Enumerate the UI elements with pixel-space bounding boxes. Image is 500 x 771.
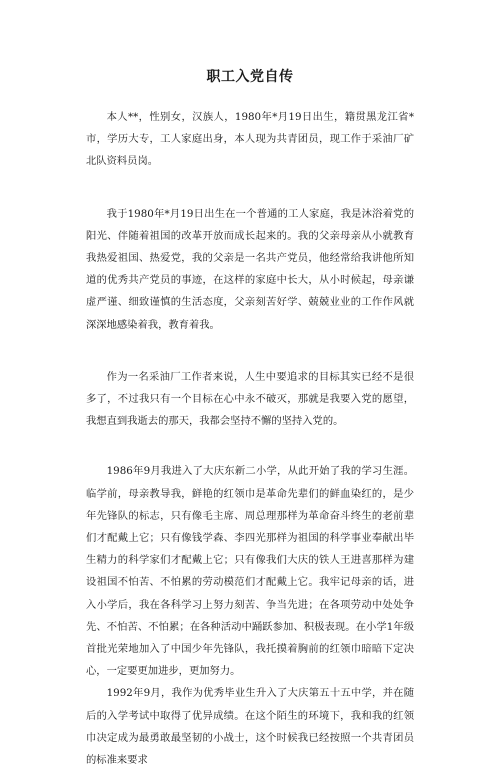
paragraph-family-background: 我于1980年*月19日出生在一个普通的工人家庭，我是沐浴着党的阳光、伴随着祖国的改革开放而成长起来的。我的父亲母亲从小就教育我热爱祖国、热爱党，我的父亲是一名共产党员，他经常给我讲他所知道的优秀共产党员的事迹，在这样的家庭中长大，从小时候起，母亲谦虚严谨、细致谨慎的生活态度，父亲刻苦好学、兢兢业业的工作作风就深深地感染着我，教育着我。 (86, 207, 414, 331)
document-title: 职工入党自传 (206, 69, 294, 85)
paragraph-spacer (86, 432, 414, 460)
paragraph-middle-school: 1992年9月，我作为优秀毕业生升入了大庆第五十五中学，并在随后的入学考试中取得了优异成绩。在这个陌生的环境下，我和我的红领巾决定成为最勇敢最坚韧的小战士，这个时候我已经按照一个共青团员的标准来要求 (86, 687, 414, 767)
paragraph-primary-school: 1986年9月我进入了大庆东新二小学，从此开始了我的学习生涯。临学前，母亲教导我，鲜艳的红领巾是革命先辈们的鲜血染红的，是少年先锋队的标志，只有像毛主席、周总理那样为革命奋斗终生的老前辈们才配戴上它；只有像钱学森、李四光那样为祖国的科学事业奉献出毕生精力的科学家们才配戴上它；只有像我们大庆的铁人王进喜那样为建设祖国不怕苦、不怕累的劳动模范们才配戴上它。我牢记母亲的话，进入小学后，我在各科学习上努力刻苦、争当先进；在各项劳动中处处争先、不怕苦、不怕累；在各种活动中踊跃参加、积极表现。在小学1年级首批光荣地加入了中国少年先锋队，我托摸着胸前的红领巾暗暗下定决心，一定要更加进步，更加努力。 (86, 465, 414, 678)
paragraph-personal-info: 本人**，性别女，汉族人，1980年*月19日出生，籍贯黑龙江省*市，学历大专，工人家庭出身，本人现为共青团员，现工作于采油厂矿北队资料员岗。 (86, 111, 414, 168)
paragraph-goal: 作为一名采油厂工作者来说，人生中要追求的目标其实已经不是很多了，不过我只有一个目标在心中永不破灭，那就是我要入党的愿望，我想直到我逝去的那天，我都会坚持不懈的坚持入党的。 (86, 370, 414, 428)
paragraph-spacer (86, 336, 414, 366)
paragraph-spacer (86, 173, 414, 203)
